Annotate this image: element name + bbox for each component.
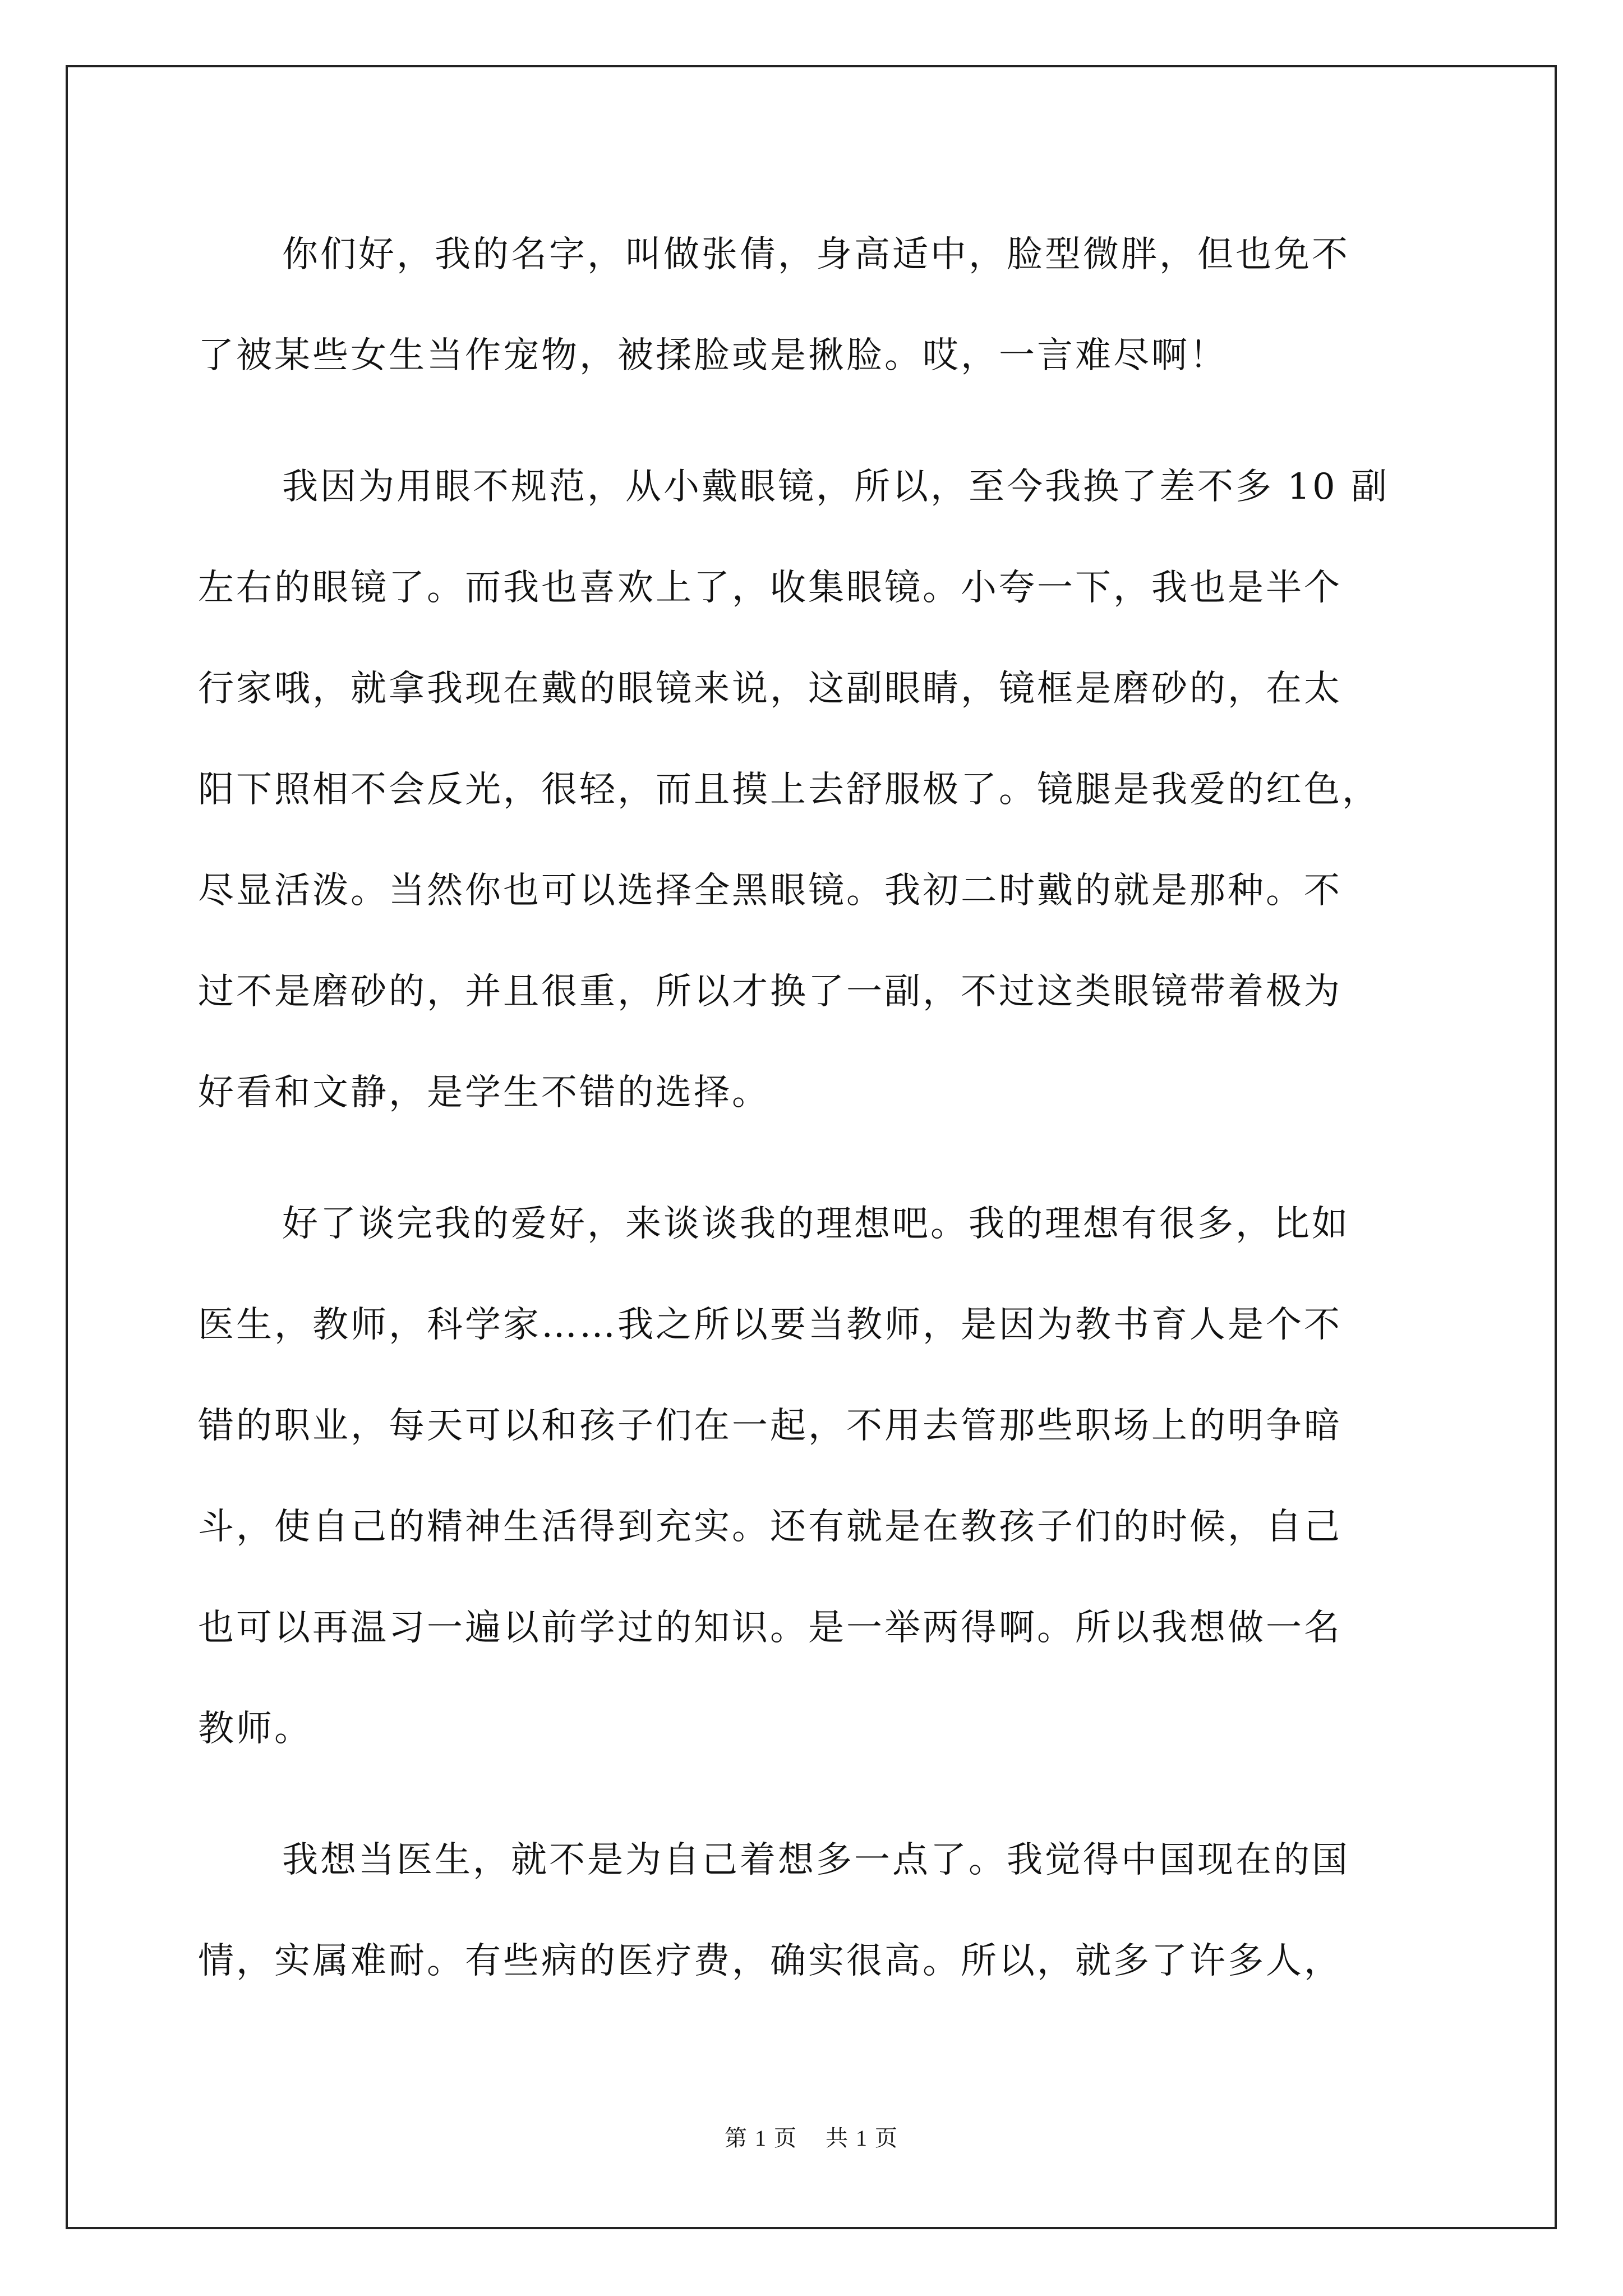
text-line: 教师。 — [198, 1708, 312, 1750]
text-line: 好看和文静，是学生不错的选择。 — [198, 1072, 770, 1114]
text-line: 过不是磨砂的，并且很重，所以才换了一副，不过这类眼镜带着极为 — [198, 971, 1342, 1013]
paragraph-glasses — [198, 436, 1425, 1143]
text-line: 尽显活泼。当然你也可以选择全黑眼镜。我初二时戴的就是那种。不 — [198, 870, 1342, 912]
page-number-current: 第 1 页 — [725, 2125, 797, 2151]
text-line: 左右的眼镜了。而我也喜欢上了，收集眼镜。小夸一下，我也是半个 — [198, 567, 1342, 609]
text-line: 我因为用眼不规范，从小戴眼镜，所以，至今我换了差不多 10 副 — [282, 466, 1390, 508]
text-line: 医生，教师，科学家……我之所以要当教师，是因为教书育人是个不 — [198, 1304, 1342, 1346]
text-line: 行家哦，就拿我现在戴的眼镜来说，这副眼睛，镜框是磨砂的，在太 — [198, 668, 1342, 710]
document-body — [198, 204, 1425, 2042]
page-footer — [0, 2120, 1623, 2152]
paragraph-intro — [198, 204, 1425, 406]
text-line: 了被某些女生当作宠物，被揉脸或是揪脸。哎，一言难尽啊！ — [198, 335, 1228, 376]
page-number-total: 共 1 页 — [826, 2125, 898, 2151]
paragraph-doctor — [198, 1810, 1425, 2012]
text-line: 情，实属难耐。有些病的医疗费，确实很高。所以，就多了许多人， — [198, 1940, 1342, 1982]
paragraph-ideals — [198, 1174, 1425, 1779]
text-line: 也可以再温习一遍以前学过的知识。是一举两得啊。所以我想做一名 — [198, 1607, 1342, 1649]
text-line: 阳下照相不会反光，很轻，而且摸上去舒服极了。镜腿是我爱的红色， — [198, 769, 1380, 811]
text-line: 你们好，我的名字，叫做张倩，身高适中，脸型微胖，但也免不 — [282, 234, 1350, 275]
text-line: 好了谈完我的爱好，来谈谈我的理想吧。我的理想有很多，比如 — [282, 1203, 1350, 1245]
text-line: 斗，使自己的精神生活得到充实。还有就是在教孩子们的时候，自己 — [198, 1506, 1342, 1548]
text-line: 错的职业，每天可以和孩子们在一起，不用去管那些职场上的明争暗 — [198, 1405, 1342, 1447]
text-line: 我想当医生，就不是为自己着想多一点了。我觉得中国现在的国 — [282, 1839, 1350, 1881]
